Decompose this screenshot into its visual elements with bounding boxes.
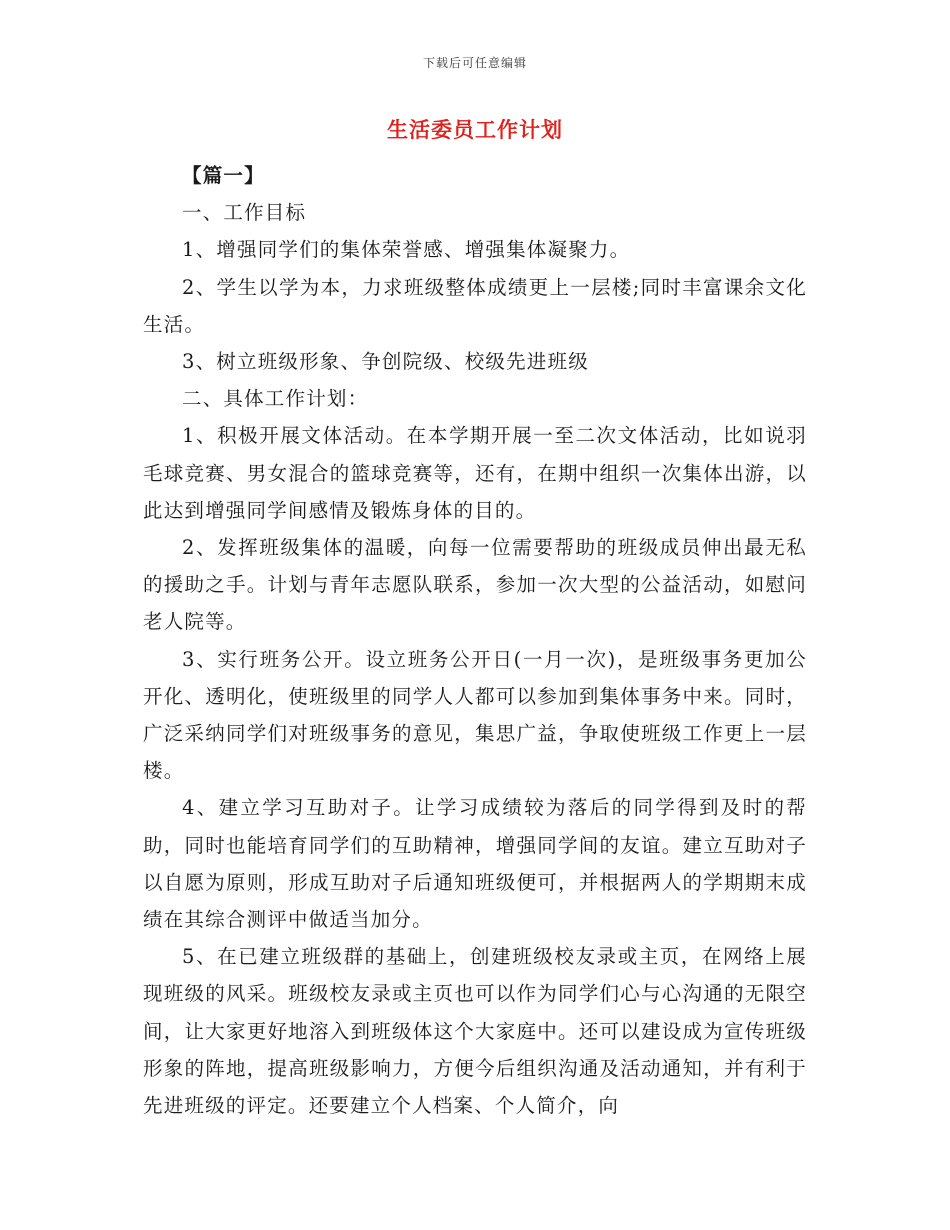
paragraph: 2、学生以学为本，力求班级整体成绩更上一层楼;同时丰富课余文化生活。	[143, 275, 807, 336]
paragraph: 3、实行班务公开。设立班务公开日(一月一次)，是班级事务更加公开化、透明化，使班级里的同学人人都可以参加到集体事务中来。同时，广泛采纳同学们对班级事务的意见，集思广益，争取使班级工作更上一层楼。	[143, 647, 807, 783]
paragraph: 1、增强同学们的集体荣誉感、增强集体凝聚力。	[182, 238, 631, 262]
paragraph: 3、树立班级形象、争创院级、校级先进班级	[182, 350, 589, 374]
paragraph: 一、工作目标	[182, 201, 307, 225]
paragraph: 4、建立学习互助对子。让学习成绩较为落后的同学得到及时的帮助，同时也能培育同学们的互助精神，增强同学间的友谊。建立互助对子以自愿为原则，形成互助对子后通知班级便可，并根据两人的学期期末成绩在其综合测评中做适当加分。	[143, 796, 807, 932]
document-title: 生活委员工作计划	[387, 117, 563, 142]
document-body	[143, 157, 807, 1124]
section-heading: 【篇一】	[182, 164, 265, 187]
paragraph: 二、具体工作计划：	[182, 387, 369, 411]
paragraph: 1、积极开展文体活动。在本学期开展一至二次文体活动，比如说羽毛球竞赛、男女混合的篮球竞赛等，还有，在期中组织一次集体出游，以此达到增强同学间感情及锻炼身体的目的。	[143, 424, 807, 522]
paragraph: 5、在已建立班级群的基础上，创建班级校友录或主页，在网络上展现班级的风采。班级校友录或主页也可以作为同学们心与心沟通的无限空间，让大家更好地溶入到班级体这个大家庭中。还可以建设成为宣传班级形象的阵地，提高班级影响力，方便今后组织沟通及活动通知，并有利于先进班级的评定。还要建立个人档案、个人简介，向	[143, 945, 807, 1118]
paragraph: 2、发挥班级集体的温暖，向每一位需要帮助的班级成员伸出最无私的援助之手。计划与青年志愿队联系，参加一次大型的公益活动，如慰问老人院等。	[143, 536, 807, 634]
header-note: 下载后可任意编辑	[422, 56, 527, 70]
